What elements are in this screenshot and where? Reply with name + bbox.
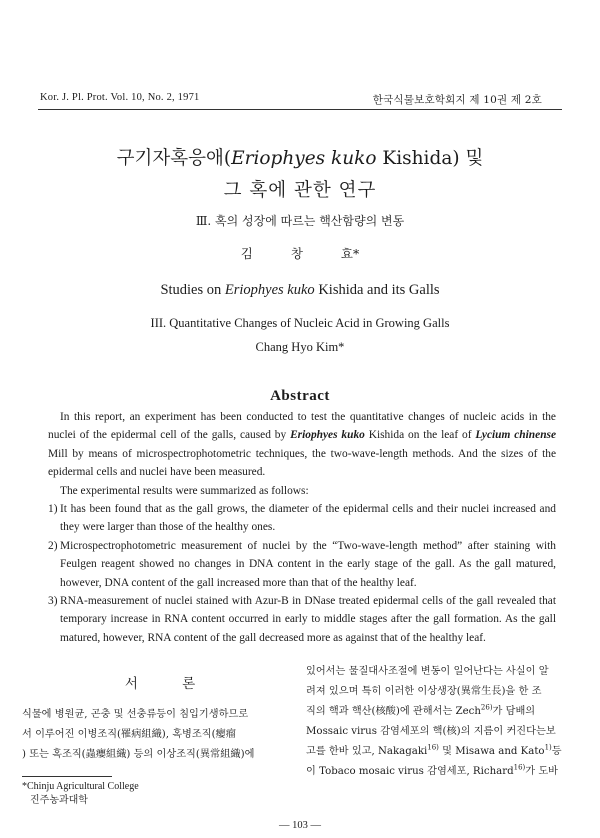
species-name: Eriophyes kuko [231,148,377,169]
host-plant-name: Lycium chinense [475,429,557,442]
page-number: — 103 — [279,820,321,831]
result-item-3: 3) RNA-measurement of nuclei stained with Azur-B in DNase treated epidermal cells of the gall revealed that temporary increase in RNA content occurred in early to middle stages after the gall formation. As the gall matured, however, RNA content of the gall decreased more as against that of the healthy leaf. [48,595,556,644]
footnote-rule [22,776,112,777]
abstract-body [48,408,556,647]
affiliation-footnote [22,780,139,808]
intro-right-line-2: 려져 있으며 특히 이러한 이상생장(異常生長)을 한 조 [306,686,542,697]
intro-left-line-1: 식물에 병원균, 곤충 및 선충류등이 침입기생하므로 [22,709,249,720]
intro-left-line-3: ) 또는 혹조직(蟲癭組織) 등의 이상조직(異常組織)에 [22,749,255,760]
intro-right-line-3: 직의 핵과 핵산(核酸)에 관해서는 Zech$^{26)}$가 담배의 [306,703,536,717]
intro-right-line-4: Mossaic virus 감염세포의 핵(核)의 지름이 커진다는보 [306,726,556,737]
author-korean: 김 창 효* [240,246,360,261]
introduction-right-column [306,662,562,782]
abstract-paragraph-1: In this report, an experiment has been conducted to test the quantitative changes of nucleic acids in the nuclei of the epidermal cell of the galls, caused by Eriophyes kuko Kishida on the leaf of Lycium chinense Mill by means of microspectrophotometric techniques, the two-wave-length methods. And the sizes of the epidermal cells and nuclei have been measured. [48,411,557,479]
intro-right-line-5: 고를 한바 있고, Nakagaki$^{16)}$ 및 Misawa and Kato$^{1)}$등 [306,743,562,757]
intro-right-line-6: 이 Tobaco mosaic virus 감염세포, Richard$^{16)}$가 도바 [306,763,559,777]
result-item-1: 1) It has been found that as the gall grows, the diameter of the epidermal cells and their nuclei increased and they were larger than those of the healthy ones. [48,503,556,534]
result-item-2: 2) Microspectrophotometric measurement of nuclei by the “Two-wave-length method” after staining with Feulgen reagent showed no changes in DNA content in the early stage of the gall. As the gall matured, however, DNA content of the gall increased more than that of the healthy leaf. [48,539,556,589]
subtitle-english: III. Quantitative Changes of Nucleic Acid in Growing Galls [150,316,450,330]
title-korean-line-1: 구기자혹응애(Eriophyes kuko Kishida) 및 [116,148,484,169]
introduction-heading: 서 론 [124,676,196,692]
title-english: Studies on Eriophyes kuko Kishida and its Galls [160,282,440,298]
species-name-en: Eriophyes kuko [224,282,315,298]
footnote-english: *Chinju Agricultural College [22,781,139,792]
species-name-abstract: Eriophyes kuko [290,429,365,442]
running-header-journal-ko: 한국식물보호학회지 제 10권 제 2호 [372,94,542,106]
author-english: Chang Hyo Kim* [255,340,345,354]
subtitle-korean: Ⅲ. 혹의 성장에 따르는 핵산함량의 변동 [195,214,405,228]
intro-left-line-2: 서 이루어진 이병조직(罹病組織), 혹병조직(瘿瘤 [22,729,236,740]
footnote-korean: 진주농과대학 [30,795,88,806]
introduction-left-column [22,705,290,765]
title-korean-line-2: 그 혹에 관한 연구 [223,180,377,201]
abstract-heading: Abstract [270,388,330,404]
header-rule [38,109,562,110]
intro-right-line-1: 있어서는 물질대사조절에 변동이 일어난다는 사실이 알 [306,666,549,677]
running-header-journal-en: Kor. J. Pl. Prot. Vol. 10, No. 2, 1971 [40,92,200,103]
abstract-paragraph-2: The experimental results were summarized as follows: [60,484,309,497]
